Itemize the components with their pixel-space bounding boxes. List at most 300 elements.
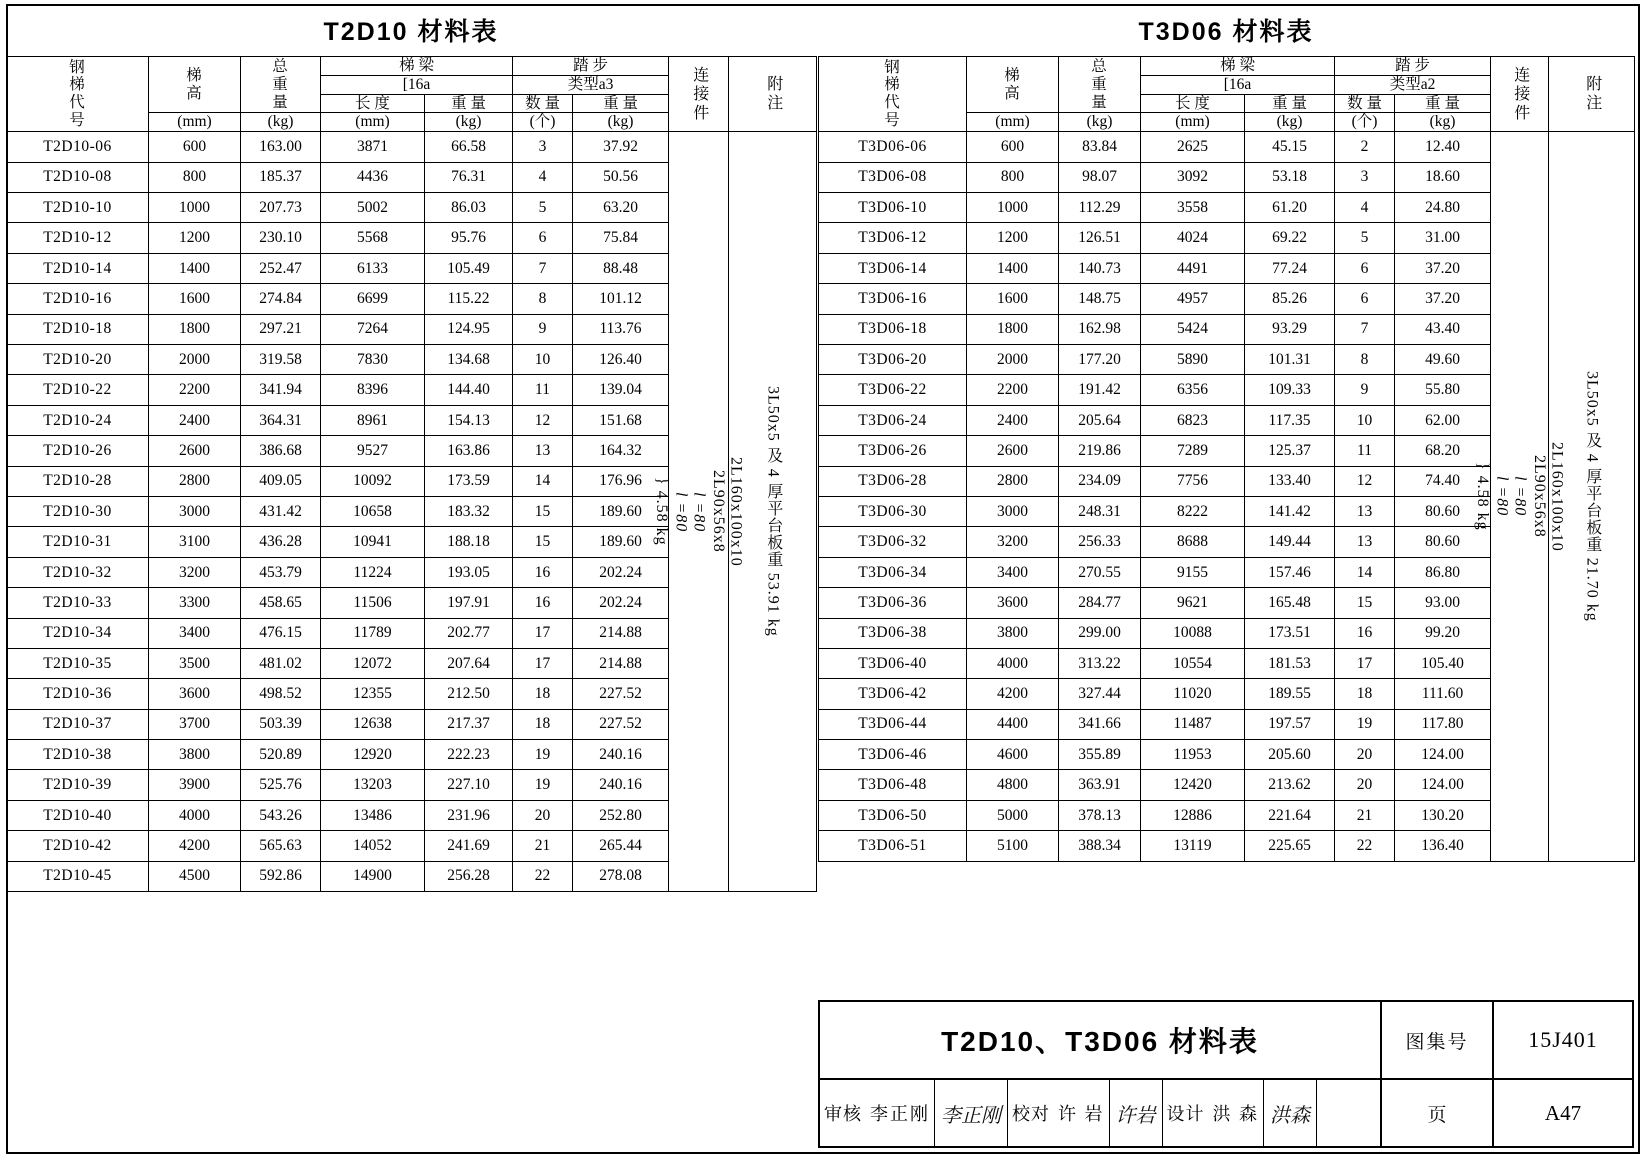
right-connector-weight: } 4.58 kg [1474, 462, 1492, 531]
left-cell-step-count: 10 [513, 344, 573, 374]
right-cell-step-weight: 117.80 [1395, 709, 1491, 739]
left-cell-height: 1800 [149, 314, 241, 344]
right-cell-step-count: 21 [1335, 800, 1395, 830]
right-cell-step-weight: 124.00 [1395, 740, 1491, 770]
left-header-step-weight: 重 量 [573, 94, 669, 113]
left-cell-beam-weight: 256.28 [425, 861, 513, 891]
right-cell-step-count: 14 [1335, 557, 1395, 587]
right-cell-beam-length: 5424 [1141, 314, 1245, 344]
left-cell-code: T2D10-06 [7, 132, 149, 162]
left-cell-height: 3200 [149, 557, 241, 587]
left-cell-height: 4200 [149, 831, 241, 861]
right-material-table-panel [818, 6, 1634, 862]
design-label: 设计 [1166, 1104, 1205, 1124]
left-cell-height: 4500 [149, 861, 241, 891]
right-cell-height: 3400 [967, 557, 1059, 587]
left-cell-step-count: 18 [513, 709, 573, 739]
right-header-beam-weight: 重 量 [1245, 94, 1335, 113]
left-cell-beam-weight: 212.50 [425, 679, 513, 709]
page-label: 页 [1382, 1080, 1494, 1146]
right-cell-total-weight: 327.44 [1059, 679, 1141, 709]
left-cell-beam-length: 6699 [321, 284, 425, 314]
right-cell-step-weight: 18.60 [1395, 162, 1491, 192]
left-cell-code: T2D10-30 [7, 496, 149, 526]
right-cell-beam-weight: 53.18 [1245, 162, 1335, 192]
right-cell-beam-length: 10554 [1141, 648, 1245, 678]
review-segment [820, 1080, 1008, 1146]
right-cell-total-weight: 378.13 [1059, 800, 1141, 830]
page-value: A47 [1544, 1100, 1582, 1125]
left-cell-beam-length: 11789 [321, 618, 425, 648]
right-connector-spec: 2L160x100x10 2L90x56x8 [1530, 441, 1566, 552]
left-cell-step-weight: 202.24 [573, 557, 669, 587]
left-cell-beam-length: 4436 [321, 162, 425, 192]
right-cell-height: 5100 [967, 831, 1059, 861]
right-cell-total-weight: 177.20 [1059, 344, 1141, 374]
right-cell-beam-length: 2625 [1141, 132, 1245, 162]
right-cell-step-count: 3 [1335, 162, 1395, 192]
left-cell-code: T2D10-35 [7, 648, 149, 678]
left-cell-step-count: 19 [513, 770, 573, 800]
left-cell-code: T2D10-32 [7, 557, 149, 587]
review-signature: 李正刚 [934, 1080, 1008, 1146]
right-cell-beam-length: 9155 [1141, 557, 1245, 587]
right-cell-height: 4400 [967, 709, 1059, 739]
right-cell-beam-length: 6356 [1141, 375, 1245, 405]
right-cell-total-weight: 83.84 [1059, 132, 1141, 162]
right-header-beam-length: 长 度 [1141, 94, 1245, 113]
right-cell-step-weight: 68.20 [1395, 436, 1491, 466]
left-cell-step-weight: 189.60 [573, 527, 669, 557]
right-cell-height: 600 [967, 132, 1059, 162]
left-cell-step-weight: 240.16 [573, 770, 669, 800]
right-cell-step-weight: 43.40 [1395, 314, 1491, 344]
right-cell-code: T3D06-12 [819, 223, 967, 253]
left-cell-total-weight: 481.02 [241, 648, 321, 678]
right-cell-code: T3D06-18 [819, 314, 967, 344]
left-cell-step-count: 7 [513, 253, 573, 283]
right-cell-beam-length: 11953 [1141, 740, 1245, 770]
right-table-body [819, 132, 1635, 861]
right-header-beam-weight-unit: (kg) [1245, 113, 1335, 132]
left-cell-step-weight: 37.92 [573, 132, 669, 162]
left-header-step-count: 数 量 [513, 94, 573, 113]
right-header-step-weight: 重 量 [1395, 94, 1491, 113]
left-header-step: 踏 步 [513, 57, 669, 76]
right-cell-beam-length: 10088 [1141, 618, 1245, 648]
right-cell-step-weight: 37.20 [1395, 253, 1491, 283]
left-cell-height: 3600 [149, 679, 241, 709]
left-cell-beam-weight: 202.77 [425, 618, 513, 648]
left-cell-beam-length: 11224 [321, 557, 425, 587]
left-cell-beam-weight: 163.86 [425, 436, 513, 466]
right-header-note: 附注 [1549, 57, 1635, 132]
left-cell-beam-weight: 227.10 [425, 770, 513, 800]
right-cell-height: 3000 [967, 496, 1059, 526]
table-row [819, 132, 1635, 162]
right-cell-code: T3D06-16 [819, 284, 967, 314]
left-cell-step-weight: 227.52 [573, 679, 669, 709]
left-cell-beam-weight: 86.03 [425, 193, 513, 223]
title-block [818, 1000, 1634, 1148]
right-cell-total-weight: 162.98 [1059, 314, 1141, 344]
left-cell-code: T2D10-45 [7, 861, 149, 891]
right-cell-beam-length: 11487 [1141, 709, 1245, 739]
right-cell-code: T3D06-48 [819, 770, 967, 800]
left-cell-step-count: 8 [513, 284, 573, 314]
right-cell-step-count: 20 [1335, 770, 1395, 800]
right-cell-beam-length: 6823 [1141, 405, 1245, 435]
left-note-text: 3L50x5 及 4 厚平台板重 53.91 kg [764, 386, 782, 638]
right-header-beam: 梯 梁 [1141, 57, 1335, 76]
left-cell-step-weight: 214.88 [573, 618, 669, 648]
right-cell-beam-length: 4957 [1141, 284, 1245, 314]
right-cell-height: 3200 [967, 527, 1059, 557]
left-cell-step-count: 9 [513, 314, 573, 344]
left-cell-step-count: 15 [513, 527, 573, 557]
left-cell-step-count: 17 [513, 648, 573, 678]
left-cell-beam-weight: 66.58 [425, 132, 513, 162]
left-cell-step-count: 20 [513, 800, 573, 830]
left-material-table-panel [6, 6, 816, 892]
left-cell-step-weight: 176.96 [573, 466, 669, 496]
left-cell-height: 3800 [149, 740, 241, 770]
left-cell-beam-weight: 183.32 [425, 496, 513, 526]
left-header-step-type: 类型a3 [513, 75, 669, 94]
right-cell-beam-length: 4024 [1141, 223, 1245, 253]
right-cell-code: T3D06-08 [819, 162, 967, 192]
left-cell-total-weight: 341.94 [241, 375, 321, 405]
right-header-step-weight-unit: (kg) [1395, 113, 1491, 132]
right-cell-code: T3D06-06 [819, 132, 967, 162]
right-cell-code: T3D06-44 [819, 709, 967, 739]
right-cell-step-count: 13 [1335, 496, 1395, 526]
right-cell-total-weight: 126.51 [1059, 223, 1141, 253]
left-cell-beam-weight: 115.22 [425, 284, 513, 314]
right-cell-beam-weight: 197.57 [1245, 709, 1335, 739]
right-cell-total-weight: 355.89 [1059, 740, 1141, 770]
left-header-beam-weight-unit: (kg) [425, 113, 513, 132]
right-cell-step-count: 13 [1335, 527, 1395, 557]
right-cell-step-weight: 12.40 [1395, 132, 1491, 162]
right-cell-height: 4200 [967, 679, 1059, 709]
left-cell-beam-length: 10092 [321, 466, 425, 496]
left-connector-length: l =80 l =80 [672, 491, 708, 532]
right-header-connector: 连接件 [1491, 57, 1549, 132]
left-cell-step-count: 14 [513, 466, 573, 496]
right-cell-step-weight: 111.60 [1395, 679, 1491, 709]
right-cell-beam-weight: 61.20 [1245, 193, 1335, 223]
left-cell-step-weight: 151.68 [573, 405, 669, 435]
right-cell-beam-length: 7289 [1141, 436, 1245, 466]
right-cell-step-weight: 105.40 [1395, 648, 1491, 678]
right-header-total-weight: 总 重 量 [1059, 57, 1141, 113]
left-cell-step-count: 21 [513, 831, 573, 861]
right-cell-step-count: 5 [1335, 223, 1395, 253]
right-header-height-unit: (mm) [967, 113, 1059, 132]
right-cell-step-count: 9 [1335, 375, 1395, 405]
left-header-beam-spec: [16a [321, 75, 513, 94]
left-cell-beam-weight: 217.37 [425, 709, 513, 739]
left-cell-total-weight: 207.73 [241, 193, 321, 223]
right-cell-beam-weight: 205.60 [1245, 740, 1335, 770]
right-cell-beam-weight: 189.55 [1245, 679, 1335, 709]
right-cell-beam-length: 8688 [1141, 527, 1245, 557]
left-cell-code: T2D10-16 [7, 284, 149, 314]
right-header-beam-spec: [16a [1141, 75, 1335, 94]
left-cell-step-weight: 164.32 [573, 436, 669, 466]
right-cell-step-weight: 80.60 [1395, 527, 1491, 557]
right-cell-beam-weight: 149.44 [1245, 527, 1335, 557]
right-cell-step-weight: 24.80 [1395, 193, 1491, 223]
left-cell-beam-length: 12638 [321, 709, 425, 739]
atlas-number-value: 15J401 [1528, 1027, 1598, 1052]
left-cell-beam-length: 10941 [321, 527, 425, 557]
right-cell-beam-weight: 93.29 [1245, 314, 1335, 344]
left-cell-beam-length: 6133 [321, 253, 425, 283]
left-cell-code: T2D10-20 [7, 344, 149, 374]
right-header-beam-length-unit: (mm) [1141, 113, 1245, 132]
left-cell-code: T2D10-10 [7, 193, 149, 223]
check-signature: 许岩 [1109, 1080, 1163, 1146]
right-cell-beam-length: 7756 [1141, 466, 1245, 496]
left-cell-step-count: 13 [513, 436, 573, 466]
right-cell-step-count: 2 [1335, 132, 1395, 162]
right-cell-total-weight: 140.73 [1059, 253, 1141, 283]
left-cell-beam-weight: 154.13 [425, 405, 513, 435]
left-cell-step-count: 12 [513, 405, 573, 435]
right-cell-beam-length: 11020 [1141, 679, 1245, 709]
left-cell-code: T2D10-08 [7, 162, 149, 192]
left-cell-beam-weight: 231.96 [425, 800, 513, 830]
left-cell-beam-length: 12072 [321, 648, 425, 678]
right-cell-total-weight: 98.07 [1059, 162, 1141, 192]
right-connector-cell [1474, 132, 1566, 861]
left-cell-step-weight: 189.60 [573, 496, 669, 526]
right-cell-total-weight: 284.77 [1059, 588, 1141, 618]
right-cell-code: T3D06-20 [819, 344, 967, 374]
left-cell-step-count: 18 [513, 679, 573, 709]
left-cell-step-weight: 214.88 [573, 648, 669, 678]
left-cell-step-weight: 139.04 [573, 375, 669, 405]
left-cell-beam-weight: 197.91 [425, 588, 513, 618]
left-cell-total-weight: 476.15 [241, 618, 321, 648]
right-cell-beam-length: 13119 [1141, 831, 1245, 861]
left-table-body [7, 132, 817, 892]
left-cell-height: 3000 [149, 496, 241, 526]
right-cell-step-count: 12 [1335, 466, 1395, 496]
right-cell-beam-weight: 77.24 [1245, 253, 1335, 283]
right-header-step-type: 类型a2 [1335, 75, 1491, 94]
left-header-beam-weight: 重 量 [425, 94, 513, 113]
right-cell-height: 1600 [967, 284, 1059, 314]
right-cell-height: 1800 [967, 314, 1059, 344]
left-cell-code: T2D10-40 [7, 800, 149, 830]
left-cell-beam-length: 11506 [321, 588, 425, 618]
atlas-number-label: 图集号 [1382, 1002, 1494, 1078]
right-cell-code: T3D06-42 [819, 679, 967, 709]
left-cell-code: T2D10-24 [7, 405, 149, 435]
left-cell-total-weight: 453.79 [241, 557, 321, 587]
right-cell-height: 4600 [967, 740, 1059, 770]
right-cell-code: T3D06-26 [819, 436, 967, 466]
left-header-step-weight-unit: (kg) [573, 113, 669, 132]
design-segment [1163, 1080, 1318, 1146]
right-cell-total-weight: 191.42 [1059, 375, 1141, 405]
left-cell-step-weight: 240.16 [573, 740, 669, 770]
right-cell-beam-length: 12886 [1141, 800, 1245, 830]
left-cell-total-weight: 230.10 [241, 223, 321, 253]
right-cell-height: 2800 [967, 466, 1059, 496]
right-cell-step-count: 17 [1335, 648, 1395, 678]
right-cell-beam-weight: 225.65 [1245, 831, 1335, 861]
right-cell-total-weight: 388.34 [1059, 831, 1141, 861]
left-header-code: 钢 梯 代 号 [7, 57, 149, 132]
right-cell-beam-length: 8222 [1141, 496, 1245, 526]
right-cell-beam-weight: 157.46 [1245, 557, 1335, 587]
right-cell-beam-weight: 221.64 [1245, 800, 1335, 830]
left-cell-beam-length: 13203 [321, 770, 425, 800]
right-cell-height: 2400 [967, 405, 1059, 435]
left-cell-total-weight: 431.42 [241, 496, 321, 526]
right-cell-height: 2000 [967, 344, 1059, 374]
left-cell-step-count: 17 [513, 618, 573, 648]
left-cell-total-weight: 386.68 [241, 436, 321, 466]
left-cell-total-weight: 252.47 [241, 253, 321, 283]
left-cell-code: T2D10-14 [7, 253, 149, 283]
right-cell-code: T3D06-51 [819, 831, 967, 861]
left-cell-total-weight: 520.89 [241, 740, 321, 770]
right-cell-step-count: 4 [1335, 193, 1395, 223]
right-cell-code: T3D06-14 [819, 253, 967, 283]
left-cell-total-weight: 163.00 [241, 132, 321, 162]
left-cell-height: 2400 [149, 405, 241, 435]
review-name: 李正刚 [870, 1104, 930, 1124]
left-cell-beam-weight: 222.23 [425, 740, 513, 770]
right-cell-beam-weight: 165.48 [1245, 588, 1335, 618]
left-cell-height: 1200 [149, 223, 241, 253]
left-cell-height: 2200 [149, 375, 241, 405]
table-row [7, 132, 817, 162]
right-cell-step-count: 7 [1335, 314, 1395, 344]
left-cell-beam-weight: 144.40 [425, 375, 513, 405]
right-cell-beam-length: 4491 [1141, 253, 1245, 283]
design-signature: 洪森 [1263, 1080, 1317, 1146]
right-cell-code: T3D06-40 [819, 648, 967, 678]
right-cell-step-count: 8 [1335, 344, 1395, 374]
left-cell-height: 1600 [149, 284, 241, 314]
right-cell-beam-weight: 141.42 [1245, 496, 1335, 526]
left-cell-step-count: 22 [513, 861, 573, 891]
left-cell-total-weight: 592.86 [241, 861, 321, 891]
right-cell-total-weight: 219.86 [1059, 436, 1141, 466]
right-cell-total-weight: 234.09 [1059, 466, 1141, 496]
left-cell-beam-weight: 173.59 [425, 466, 513, 496]
right-cell-beam-weight: 109.33 [1245, 375, 1335, 405]
left-material-table [6, 56, 817, 892]
left-cell-step-weight: 113.76 [573, 314, 669, 344]
left-header-note: 附注 [729, 57, 817, 132]
left-cell-total-weight: 503.39 [241, 709, 321, 739]
left-cell-beam-length: 5568 [321, 223, 425, 253]
left-cell-beam-weight: 124.95 [425, 314, 513, 344]
left-cell-beam-length: 5002 [321, 193, 425, 223]
left-cell-step-count: 4 [513, 162, 573, 192]
left-cell-total-weight: 543.26 [241, 800, 321, 830]
left-cell-code: T2D10-36 [7, 679, 149, 709]
right-cell-beam-length: 5890 [1141, 344, 1245, 374]
right-cell-step-count: 18 [1335, 679, 1395, 709]
left-cell-step-weight: 252.80 [573, 800, 669, 830]
left-cell-total-weight: 319.58 [241, 344, 321, 374]
left-cell-beam-length: 10658 [321, 496, 425, 526]
right-header-step-count: 数 量 [1335, 94, 1395, 113]
right-cell-code: T3D06-10 [819, 193, 967, 223]
right-cell-step-weight: 80.60 [1395, 496, 1491, 526]
right-cell-step-count: 19 [1335, 709, 1395, 739]
left-cell-beam-length: 13486 [321, 800, 425, 830]
right-cell-height: 2200 [967, 375, 1059, 405]
left-cell-height: 3100 [149, 527, 241, 557]
left-cell-code: T2D10-18 [7, 314, 149, 344]
left-cell-total-weight: 297.21 [241, 314, 321, 344]
right-cell-height: 1400 [967, 253, 1059, 283]
left-cell-code: T2D10-33 [7, 588, 149, 618]
left-cell-beam-length: 8396 [321, 375, 425, 405]
left-cell-step-count: 16 [513, 557, 573, 587]
design-name: 洪 森 [1212, 1104, 1259, 1124]
right-cell-beam-length: 3092 [1141, 162, 1245, 192]
left-cell-code: T2D10-38 [7, 740, 149, 770]
right-cell-step-weight: 124.00 [1395, 770, 1491, 800]
left-cell-step-count: 5 [513, 193, 573, 223]
left-cell-beam-length: 7264 [321, 314, 425, 344]
left-cell-step-count: 15 [513, 496, 573, 526]
right-cell-step-weight: 130.20 [1395, 800, 1491, 830]
right-cell-height: 1000 [967, 193, 1059, 223]
left-header-step-count-unit: (个) [513, 113, 573, 132]
left-cell-step-weight: 126.40 [573, 344, 669, 374]
right-cell-total-weight: 299.00 [1059, 618, 1141, 648]
right-header-height: 梯 高 [967, 57, 1059, 113]
right-cell-height: 3800 [967, 618, 1059, 648]
right-cell-code: T3D06-32 [819, 527, 967, 557]
left-cell-height: 2800 [149, 466, 241, 496]
left-cell-beam-weight: 95.76 [425, 223, 513, 253]
right-cell-code: T3D06-28 [819, 466, 967, 496]
left-header-beam: 梯 梁 [321, 57, 513, 76]
right-cell-beam-weight: 181.53 [1245, 648, 1335, 678]
left-cell-total-weight: 409.05 [241, 466, 321, 496]
left-cell-step-count: 3 [513, 132, 573, 162]
right-note-text: 3L50x5 及 4 厚平台板重 21.70 kg [1583, 371, 1601, 622]
left-cell-height: 600 [149, 132, 241, 162]
right-cell-height: 5000 [967, 800, 1059, 830]
left-cell-total-weight: 525.76 [241, 770, 321, 800]
left-panel-title: T2D10 材料表 [323, 18, 499, 46]
right-cell-height: 800 [967, 162, 1059, 192]
check-label: 校对 [1012, 1104, 1050, 1124]
review-label: 审核 [824, 1104, 862, 1124]
right-cell-total-weight: 256.33 [1059, 527, 1141, 557]
left-cell-height: 1400 [149, 253, 241, 283]
signature-row [820, 1080, 1382, 1146]
right-cell-height: 4000 [967, 648, 1059, 678]
right-cell-total-weight: 341.66 [1059, 709, 1141, 739]
right-cell-step-count: 6 [1335, 253, 1395, 283]
right-cell-step-weight: 99.20 [1395, 618, 1491, 648]
right-cell-height: 2600 [967, 436, 1059, 466]
